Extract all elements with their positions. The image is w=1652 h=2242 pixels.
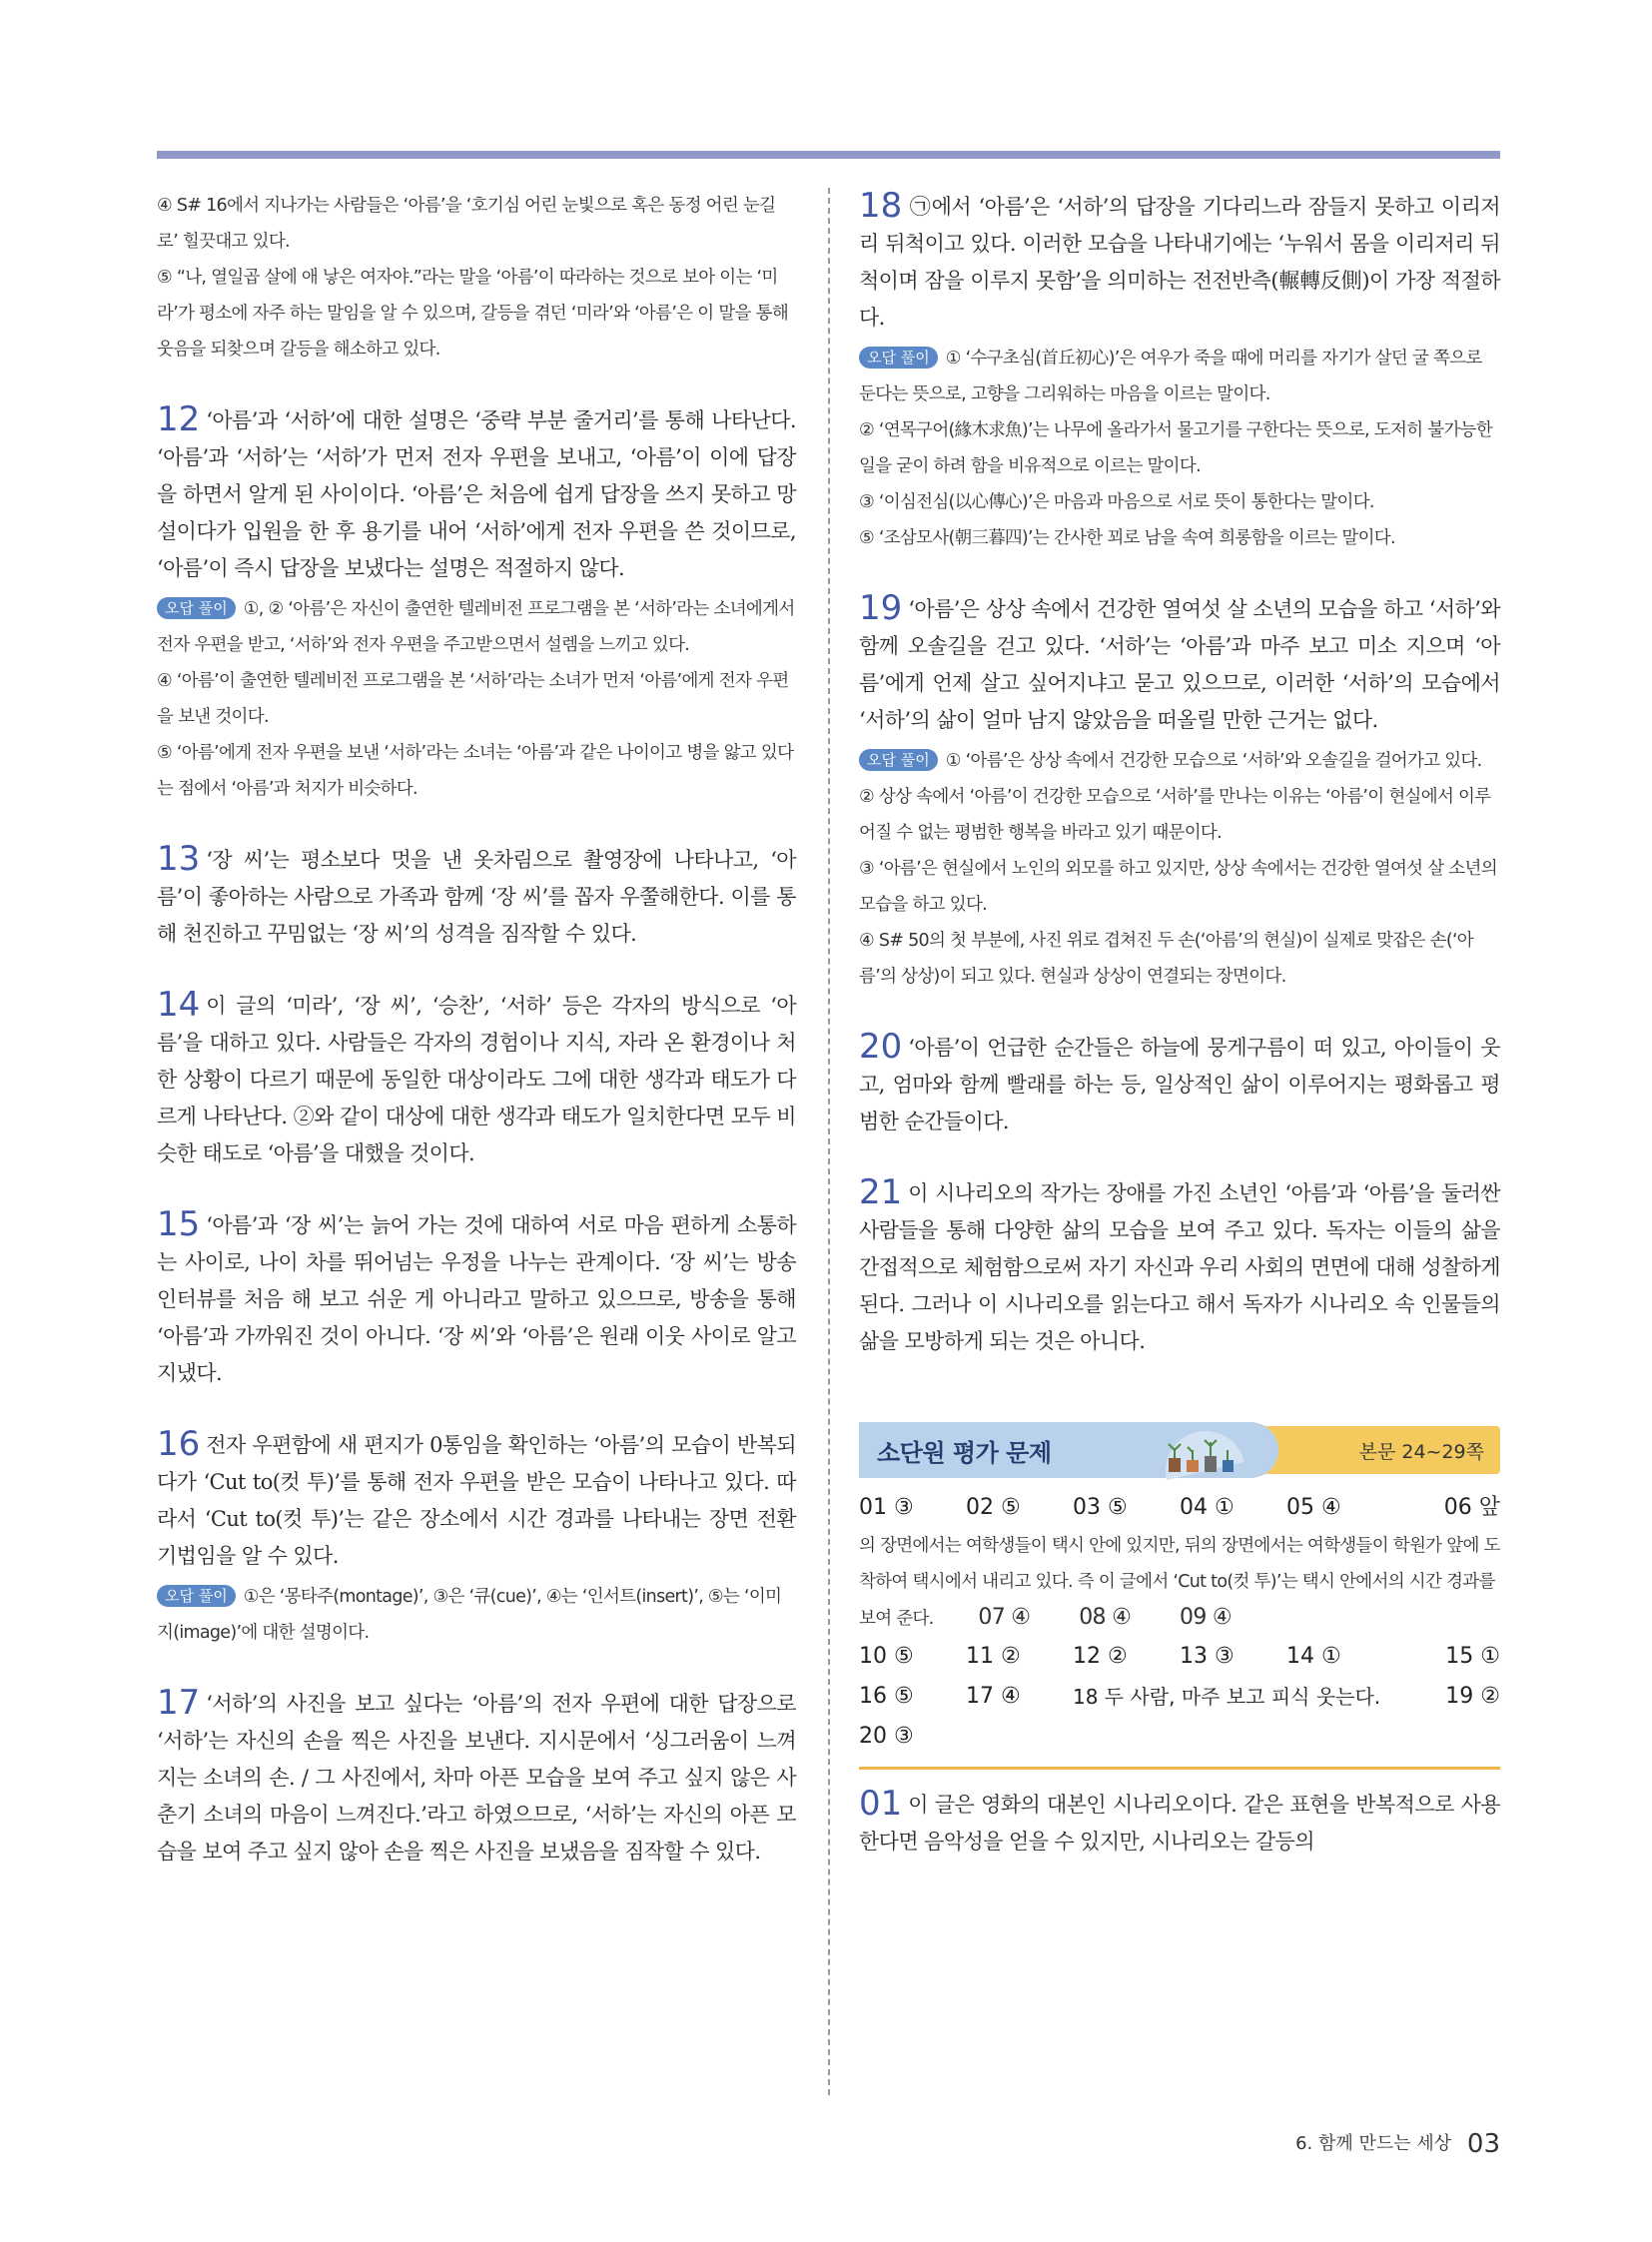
answer-item: 05 ④ — [1286, 1495, 1341, 1520]
question-number: 13 — [157, 839, 201, 879]
left-column — [157, 188, 796, 1870]
question-16 — [157, 1426, 796, 1651]
wrong-answer-badge: 오답 풀이 — [157, 1585, 236, 1607]
solution-text: ①은 ‘몽타주(montage)’, ③은 ‘큐(cue)’, ④는 ‘인서트(insert)’, ⑤는 ‘이미지(image)’에 대한 설명이다. — [157, 1587, 782, 1643]
question-text: ‘아름’이 언급한 순간들은 하늘에 뭉게구름이 떠 있고, 아이들이 웃고, 엄마와 함께 빨래를 하는 등, 일상적인 삶이 이루어지는 평화롭고 평범한 순간들이다. — [859, 1036, 1500, 1133]
solution-text: ④ S# 50의 첫 부분에, 사진 위로 겹쳐진 두 손(‘아름’의 현실)이 실제로 맞잡은 손(‘아름’의 상상)이 되고 있다. 현실과 상상이 연결되는 장면이다. — [859, 931, 1474, 987]
answer-row — [859, 1677, 1500, 1717]
answer-item: 16 ⑤ — [859, 1684, 914, 1709]
question-18 — [859, 188, 1500, 556]
answer-row — [859, 1717, 1500, 1757]
answer-item: 18 두 사람, 마주 보고 피식 웃는다. — [1073, 1685, 1381, 1709]
answer-item: 04 ① — [1180, 1495, 1235, 1520]
question-text: ‘서하’의 사진을 보고 싶다는 ‘아름’의 전자 우편에 대한 답장으로 ‘서하’는 자신의 손을 찍은 사진을 보낸다. 지시문에서 ‘싱그러움이 느껴지는 소녀의 손. / 그 사진에서, 차마 아픈 모습을 보여 주고 싶지 않은 사춘기 소녀의 마음이 느껴진다.’라고 하였으므로, ‘서하’는 자신의 아픈 모습을 보여 주고 싶지 않아 손을 찍은 사진을 보냈음을 짐작할 수 있다. — [157, 1692, 796, 1864]
question-text: 이 글의 ‘미라’, ‘장 씨’, ‘승찬’, ‘서하’ 등은 각자의 방식으로 ‘아름’을 대하고 있다. 사람들은 각자의 경험이나 지식, 자라 온 환경이나 처한 상황이 다르기 때문에 동일한 대상이라도 그에 대한 생각과 태도가 다르게 나타난다. ②와 같이 대상에 대한 생각과 태도가 일치한다면 모두 비슷한 태도로 ‘아름’을 대했을 것이다. — [157, 994, 796, 1165]
question-text: ‘장 씨’는 평소보다 멋을 낸 옷차림으로 촬영장에 나타나고, ‘아름’이 좋아하는 사람으로 가족과 함께 ‘장 씨’를 꼽자 우쭐해한다. 이를 통해 천진하고 꾸밈없는 ‘장 씨’의 성격을 짐작할 수 있다. — [157, 848, 796, 946]
question-number: 20 — [859, 1027, 903, 1067]
question-19 — [859, 590, 1500, 995]
question-text: 이 시나리오의 작가는 장애를 가진 소년인 ‘아름’과 ‘아름’을 둘러싼 사람들을 통해 다양한 삶의 모습을 보여 주고 있다. 독자는 이들의 삶을 간접적으로 체험함으로써 자기 자신과 우리 사회의 면면에 대해 성찰하게 된다. 그러나 이 시나리오를 읽는다고 해서 독자가 시나리오 속 인물들의 삶을 모방하게 되는 것은 아니다. — [859, 1181, 1500, 1353]
question-13 — [157, 841, 796, 953]
evaluation-header — [859, 1420, 1500, 1480]
answer-item: 07 ④ — [978, 1605, 1031, 1630]
answer-item: 15 ① — [1445, 1644, 1500, 1669]
question-number: 19 — [859, 588, 903, 628]
question-text: ‘아름’과 ‘장 씨’는 늙어 가는 것에 대하여 서로 마음 편하게 소통하는 사이로, 나이 차를 뛰어넘는 우정을 나누는 관계이다. ‘장 씨’는 방송 인터뷰를 처음 해 보고 쉬운 게 아니라고 말하고 있으므로, 방송을 통해 ‘아름’과 가까워진 것이 아니다. ‘장 씨’와 ‘아름’은 원래 이웃 사이로 알고 지냈다. — [157, 1213, 796, 1385]
evaluation-section — [859, 1420, 1500, 1861]
answer-item: 12 ② — [1073, 1644, 1128, 1669]
question-number: 16 — [157, 1424, 201, 1464]
answer-06-note: 의 장면에서는 여학생들이 택시 안에 있지만, 뒤의 장면에서는 여학생들이 학원가 앞에 도착하여 택시에서 내리고 있다. 즉 이 글에서 ‘Cut to(컷 투)’는 택시 안에서의 시간 경과를 보여 준다. 07 ④ 08 ④ 09 ④ — [859, 1536, 1500, 1630]
question-number: 14 — [157, 985, 201, 1025]
intro-line: ④ S# 16에서 지나가는 사람들은 ‘아름’을 ‘호기심 어린 눈빛으로 혹은 동정 어린 눈길로’ 힐끗대고 있다. — [157, 196, 776, 252]
solution-text: ③ ‘아름’은 현실에서 노인의 외모를 하고 있지만, 상상 속에서는 건강한 열여섯 살 소년의 모습을 하고 있다. — [859, 859, 1497, 915]
solution-text: ② 상상 속에서 ‘아름’이 건강한 모습으로 ‘서하’를 만나는 이유는 ‘아름’이 현실에서 이루어질 수 없는 평범한 행복을 바라고 있기 때문이다. — [859, 787, 1491, 843]
question-15 — [157, 1206, 796, 1392]
solution-text: ⑤ ‘아름’에게 전자 우편을 보낸 ‘서하’라는 소녀는 ‘아름’과 같은 나이이고 병을 앓고 있다는 점에서 ‘아름’과 처지가 비슷하다. — [157, 743, 794, 799]
column-divider — [828, 188, 830, 2095]
answer-01-explanation — [859, 1786, 1500, 1861]
evaluation-pages: 본문 24~29쪽 — [1358, 1441, 1484, 1463]
solution-text: ⑤ ‘조삼모사(朝三暮四)’는 간사한 꾀로 남을 속여 희롱함을 이르는 말이다. — [859, 528, 1395, 548]
question-number: 12 — [157, 399, 201, 439]
answer-item: 06 앞 — [1443, 1495, 1500, 1520]
question-text: ‘아름’은 상상 속에서 건강한 열여섯 살 소년의 모습을 하고 ‘서하’와 함께 오솔길을 걷고 있다. ‘서하’는 ‘아름’과 마주 보고 미소 지으며 ‘아름’에게 언제 살고 싶어지냐고 묻고 있으므로, 이러한 ‘서하’의 모습에서 ‘서하’의 삶이 얼마 남지 않았음을 떠올릴 만한 근거는 없다. — [859, 597, 1500, 732]
question-number: 15 — [157, 1204, 201, 1244]
question-number: 17 — [157, 1683, 201, 1723]
answer-row — [859, 1637, 1500, 1677]
answer-item: 11 ② — [966, 1644, 1021, 1669]
question-text: 이 글은 영화의 대본인 시나리오이다. 같은 표현을 반복적으로 사용한다면 음악성을 얻을 수 있지만, 시나리오는 갈등의 — [859, 1793, 1500, 1854]
solution-text: ③ ‘이심전심(以心傳心)’은 마음과 마음으로 서로 뜻이 통한다는 말이다. — [859, 492, 1374, 512]
question-text: 전자 우편함에 새 편지가 0통임을 확인하는 ‘아름’의 모습이 반복되다가 ‘Cut to(컷 투)’를 통해 전자 우편을 받은 모습이 나타나고 있다. 따라서 ‘Cut to(컷 투)’는 같은 장소에서 시간 경과를 나타내는 장면 전환 기법임을 알 수 있다. — [157, 1433, 796, 1568]
question-number: 18 — [859, 186, 903, 226]
answer-item: 14 ① — [1286, 1644, 1341, 1669]
answer-item: 09 ④ — [1180, 1605, 1232, 1630]
answer-row — [859, 1488, 1500, 1528]
question-14 — [157, 987, 796, 1172]
answer-item: 19 ② — [1445, 1684, 1500, 1709]
answer-item: 08 ④ — [1079, 1605, 1132, 1630]
evaluation-title: 소단원 평가 문제 — [877, 1439, 1052, 1467]
answer-item: 10 ⑤ — [859, 1644, 914, 1669]
question-17 — [157, 1685, 796, 1870]
solution-text: ④ ‘아름’이 출연한 텔레비전 프로그램을 본 ‘서하’라는 소녀가 먼저 ‘아름’에게 전자 우편을 보낸 것이다. — [157, 671, 789, 727]
intro-line: ⑤ “나, 열일곱 살에 애 낳은 여자야.”라는 말을 ‘아름’이 따라하는 것으로 보아 이는 ‘미라’가 평소에 자주 하는 말임을 알 수 있으며, 갈등을 겪던 ‘미라’와 ‘아름’은 이 말을 통해 웃음을 되찾으며 갈등을 해소하고 있다. — [157, 268, 789, 360]
answer-item: 03 ⑤ — [1073, 1495, 1128, 1520]
question-number: 01 — [859, 1784, 903, 1824]
section-title: 6. 함께 만드는 세상 — [1295, 2133, 1452, 2154]
question-text: ‘아름’과 ‘서하’에 대한 설명은 ‘중략 부분 줄거리’를 통해 나타난다. ‘아름’과 ‘서하’는 ‘서하’가 먼저 전자 우편을 보내고, ‘아름’이 이에 답장을 하면서 알게 된 사이이다. ‘아름’은 처음에 쉽게 답장을 쓰지 못하고 망설이다가 입원을 한 후 용기를 내어 ‘서하’에게 전자 우편을 쓴 것이므로, ‘아름’이 즉시 답장을 보냈다는 설명은 적절하지 않다. — [157, 408, 796, 580]
plant-pots-icon — [1157, 1420, 1246, 1480]
wrong-answer-badge: 오답 풀이 — [859, 347, 938, 369]
answer-item: 02 ⑤ — [966, 1495, 1021, 1520]
question-number: 21 — [859, 1172, 903, 1212]
right-column — [859, 188, 1500, 1861]
question-text: ㉠에서 ‘아름’은 ‘서하’의 답장을 기다리느라 잠들지 못하고 이리저리 뒤척이고 있다. 이러한 모습을 나타내기에는 ‘누워서 몸을 이리저리 뒤척이며 잠을 이루지 못함’을 의미하는 전전반측(輾轉反側)이 가장 적절하다. — [859, 195, 1500, 330]
wrong-answer-badge: 오답 풀이 — [157, 597, 236, 619]
question-20 — [859, 1029, 1500, 1140]
question-12 — [157, 401, 796, 807]
orange-rule — [859, 1767, 1500, 1770]
answer-item: 13 ③ — [1180, 1644, 1235, 1669]
solution-text: ① ‘아름’은 상상 속에서 건강한 모습으로 ‘서하’와 오솔길을 걸어가고 있다. — [945, 751, 1482, 771]
answer-item: 20 ③ — [859, 1724, 914, 1749]
question-21 — [859, 1174, 1500, 1360]
page-footer — [1295, 2129, 1500, 2159]
answer-item: 17 ④ — [966, 1684, 1021, 1709]
solution-text: ② ‘연목구어(緣木求魚)’는 나무에 올라가서 물고기를 구한다는 뜻으로, 도저히 불가능한 일을 굳이 하려 함을 비유적으로 이르는 말이다. — [859, 420, 1493, 476]
page-number: 03 — [1466, 2129, 1500, 2159]
solution-text: ① ‘수구초심(首丘初心)’은 여우가 죽을 때에 머리를 자기가 살던 굴 쪽으로 둔다는 뜻으로, 고향을 그리워하는 마음을 이르는 말이다. — [859, 349, 1482, 404]
wrong-answer-badge: 오답 풀이 — [859, 749, 938, 771]
intro-solutions — [157, 188, 796, 368]
solution-text: ①, ② ‘아름’은 자신이 출연한 텔레비전 프로그램을 본 ‘서하’라는 소녀에게서 전자 우편을 받고, ‘서하’와 전자 우편을 주고받으면서 설렘을 느끼고 있다. — [157, 599, 795, 655]
answer-item: 01 ③ — [859, 1495, 914, 1520]
top-rule — [157, 151, 1500, 159]
